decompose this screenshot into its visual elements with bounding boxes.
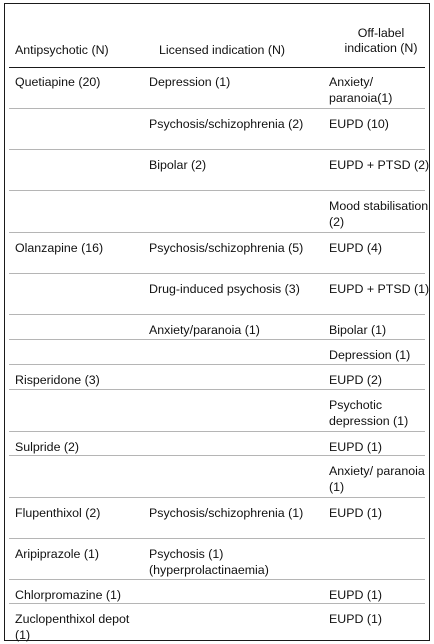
- cell-licensed: Bipolar (2): [149, 158, 207, 172]
- table-header: [9, 4, 425, 68]
- header-licensed-indication: Licensed indication (N): [159, 43, 286, 57]
- cell-offlabel: EUPD (1): [329, 440, 383, 454]
- table-row: [9, 340, 425, 365]
- table-frame: [4, 3, 430, 641]
- table-row: [9, 365, 425, 390]
- header-antipsychotic: Antipsychotic (N): [15, 43, 109, 57]
- cell-drug: Aripiprazole (1): [15, 547, 100, 561]
- table-row: [9, 274, 430, 315]
- cell-licensed: Drug-induced psychosis (3): [149, 282, 300, 296]
- cell-offlabel: EUPD + PTSD (1): [329, 282, 430, 296]
- table-row: [9, 315, 425, 340]
- cell-drug: Sulpride (2): [15, 440, 80, 454]
- cell-offlabel: EUPD (2): [329, 373, 383, 387]
- cell-licensed: Psychosis (1) (hyperprolactinaemia): [149, 547, 269, 577]
- table-row: [9, 67, 425, 109]
- cell-licensed: Psychosis/schizophrenia (1): [149, 506, 304, 520]
- cell-licensed: Psychosis/schizophrenia (5): [149, 241, 304, 255]
- table-row: [9, 498, 425, 539]
- table-row: [9, 150, 430, 191]
- cell-offlabel: Psychotic depression (1): [329, 398, 409, 428]
- table-row: [9, 580, 425, 604]
- table-row: [9, 109, 425, 150]
- cell-offlabel: Bipolar (1): [329, 323, 387, 337]
- cell-offlabel: Anxiety/ paranoia(1): [329, 75, 393, 105]
- cell-offlabel: Mood stabilisation (2): [329, 199, 429, 229]
- cell-offlabel: EUPD (1): [329, 506, 383, 520]
- cell-drug: Chlorpromazine (1): [15, 588, 122, 602]
- cell-offlabel: EUPD (10): [329, 117, 389, 131]
- table-row: [9, 390, 425, 432]
- cell-drug: Flupenthixol (2): [15, 506, 101, 520]
- cell-drug: Olanzapine (16): [15, 241, 104, 255]
- cell-drug: Zuclopenthixol depot (1): [15, 612, 130, 642]
- cell-licensed: Psychosis/schizophrenia (2): [149, 117, 304, 131]
- header-offlabel-line2: indication (N): [344, 41, 418, 55]
- table-row: [9, 191, 429, 233]
- cell-drug: Risperidone (3): [15, 373, 100, 387]
- cell-offlabel: EUPD + PTSD (2): [329, 158, 430, 172]
- cell-offlabel: Depression (1): [329, 348, 411, 362]
- table-row: [9, 233, 425, 274]
- table-row: [9, 539, 425, 580]
- cell-offlabel: EUPD (1): [329, 612, 383, 626]
- header-offlabel-line1: Off-label: [357, 26, 405, 40]
- table-row: [9, 604, 425, 640]
- cell-licensed: Depression (1): [149, 75, 231, 89]
- table-row: [9, 456, 425, 498]
- cell-offlabel: EUPD (1): [329, 588, 383, 602]
- cell-drug: Quetiapine (20): [15, 75, 101, 89]
- cell-offlabel: EUPD (4): [329, 241, 383, 255]
- cell-licensed: Anxiety/paranoia (1): [149, 323, 260, 337]
- cell-offlabel: Anxiety/ paranoia (1): [329, 464, 425, 494]
- table-row: [9, 432, 425, 456]
- header-offlabel-indication: [329, 26, 433, 56]
